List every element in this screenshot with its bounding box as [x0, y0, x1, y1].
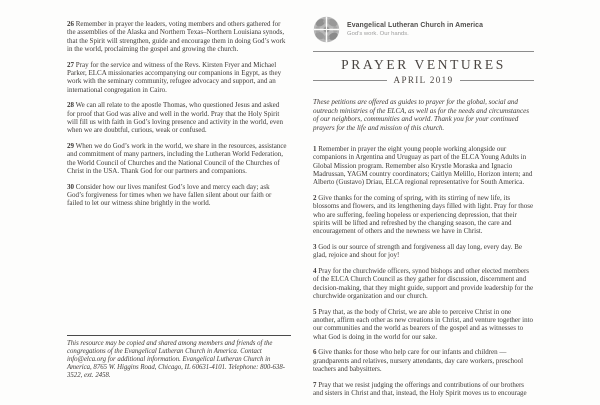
paragraph-4: [313, 267, 534, 300]
paragraph-text: Give thanks for the coming of spring, with its stirring of new life, its blossoms and flowers, and its lengthening days filled with light. Pray for those who are suffering, feeling hopeless or experiencing depression, that their spirits will be lifted and refreshed by the changing season, the care and encouragement of others and the newness we have in Christ.: [313, 193, 534, 236]
paragraph-26: [67, 20, 288, 53]
subtitle-rule-left: [313, 80, 387, 81]
paragraph-text: Give thanks for those who help care for our infants and children — grandparents and relatives, nursery attendants, day care workers, preschool teachers and babysitters.: [313, 348, 524, 374]
paragraph-text: Consider how our lives manifest God’s love and mercy each day; ask God’s forgiveness for times when we have fallen silent about our faith or failed to let our witness shine brightly in the world.: [67, 182, 272, 208]
paragraph-28: [67, 101, 288, 134]
page-subtitle: APRIL 2019: [393, 75, 454, 85]
header-divider-rule: [313, 51, 534, 52]
paragraph-text: God is our source of strength and forgiveness all day long, every day. Be glad, rejoice and shout for joy!: [313, 242, 522, 260]
paragraph-5: [313, 308, 534, 341]
paragraph-number: 7: [313, 380, 317, 389]
intro-text: These petitions are offered as guides to prayer for the global, social and outreach ministries of the ELCA, as well as for the needs and circumstances of our neighbors, communities and world. Thank you for your continued prayers for the life and mission of this church.: [313, 98, 530, 132]
paragraph-2: [313, 194, 534, 235]
paragraph-text: Pray that we resist judging the offerings and contributions of our brothers and sisters in Christ and that, instead, the Holy Spirit moves us to encourage: [313, 380, 527, 398]
paragraph-text: We can all relate to the apostle Thomas, who questioned Jesus and asked for proof that God was alive and well in the world. Pray that the Holy Spirit will fill us with faith in God’s loving presence and activity in the world, even when we are doubtful, curious, weak or confused.: [67, 101, 283, 135]
paragraph-number: 30: [67, 182, 74, 191]
elca-header: [313, 16, 534, 43]
subtitle-row: [313, 75, 534, 85]
paragraph-text: Remember in prayer the leaders, voting members and others gathered for the assemblies of the Alaska and Northern Texas–Northern Louisiana synods, that the Spirit will strengthen, guide and encourage them in doing God’s work in the world, proclaiming the gospel and growing the church.: [67, 20, 286, 53]
paragraph-7: [313, 381, 534, 398]
paragraph-text: Pray that, as the body of Christ, we are able to perceive Christ in one another, affirm each other as new creations in Christ, and venture together into our communities and the world as bearers of the gospel and as witnesses to what God is doing in the world for our sake.: [313, 307, 534, 341]
footer-note: This resource may be copied and shared among members and friends of the congregations of the Evangelical Lutheran Church in America. Contact info@elca.org for additional information. Evangelical Lutheran Church in America, 8765 W. Higgins Road, Chicago, IL 60631-4101. Telephone: 800-638-3522, ext. 2458.: [67, 340, 285, 380]
elca-globe-of-hands-icon: [313, 16, 340, 43]
subtitle-rule-right: [460, 80, 534, 81]
org-tagline: God’s work. Our hands.: [347, 31, 409, 38]
paragraph-text: Pray for the service and witness of the Revs. Kirsten Fryer and Michael Parker, ELCA missionaries accompanying our companions in Egypt, as they work with the seminary community, refugee advocacy and support, and an international congregation in Cairo.: [67, 60, 282, 94]
paragraph-text: When we do God’s work in the world, we share in the resources, assistance and commitment of many partners, including the Lutheran World Federation, the World Council of Churches and the National Council of the Churches of Christ in the USA. Thank God for our partners and companions.: [67, 142, 287, 175]
paragraph-text: Pray for the churchwide officers, synod bishops and other elected members of the ELCA Church Council as they gather for discussion, discernment and decision-making, that they might guide, support and provide leadership for the churchwide organization and our church.: [313, 267, 534, 300]
paragraph-number: 29: [67, 142, 74, 151]
paragraph-number: 6: [313, 348, 317, 357]
paragraph-number: 4: [313, 267, 317, 276]
paragraph-number: 27: [67, 60, 74, 69]
left-page: [67, 20, 288, 215]
paragraph-number: 28: [67, 101, 74, 110]
paragraph-number: 1: [313, 145, 317, 153]
paragraph-number: 26: [67, 20, 74, 28]
paragraph-30: [67, 183, 288, 208]
paragraph-6: [313, 348, 534, 373]
paragraph-29: [67, 142, 288, 175]
org-text-block: [347, 22, 483, 38]
paragraph-text: Remember in prayer the eight young people working alongside our companions in Argentina and Uruguay as part of the ELCA Young Adults in Global Mission program. Remember also Krystle Moraska and Ignacio Madrussan, YAGM country coordinators; Caitlyn Melillo, Horizon intern; and Alberto (Gustavo) Driau, ELCA regional representative for South America.: [313, 145, 533, 187]
paragraph-1: [313, 145, 534, 186]
org-name: Evangelical Lutheran Church in America: [347, 21, 484, 29]
paragraph-number: 2: [313, 193, 317, 202]
paragraph-3: [313, 243, 534, 260]
page-title: PRAYER VENTURES: [341, 57, 506, 72]
paragraph-number: 5: [313, 307, 317, 316]
paragraph-number: 3: [313, 242, 317, 251]
right-page: [313, 16, 534, 405]
paragraph-27: [67, 61, 288, 94]
copyright-footer: [67, 335, 291, 380]
